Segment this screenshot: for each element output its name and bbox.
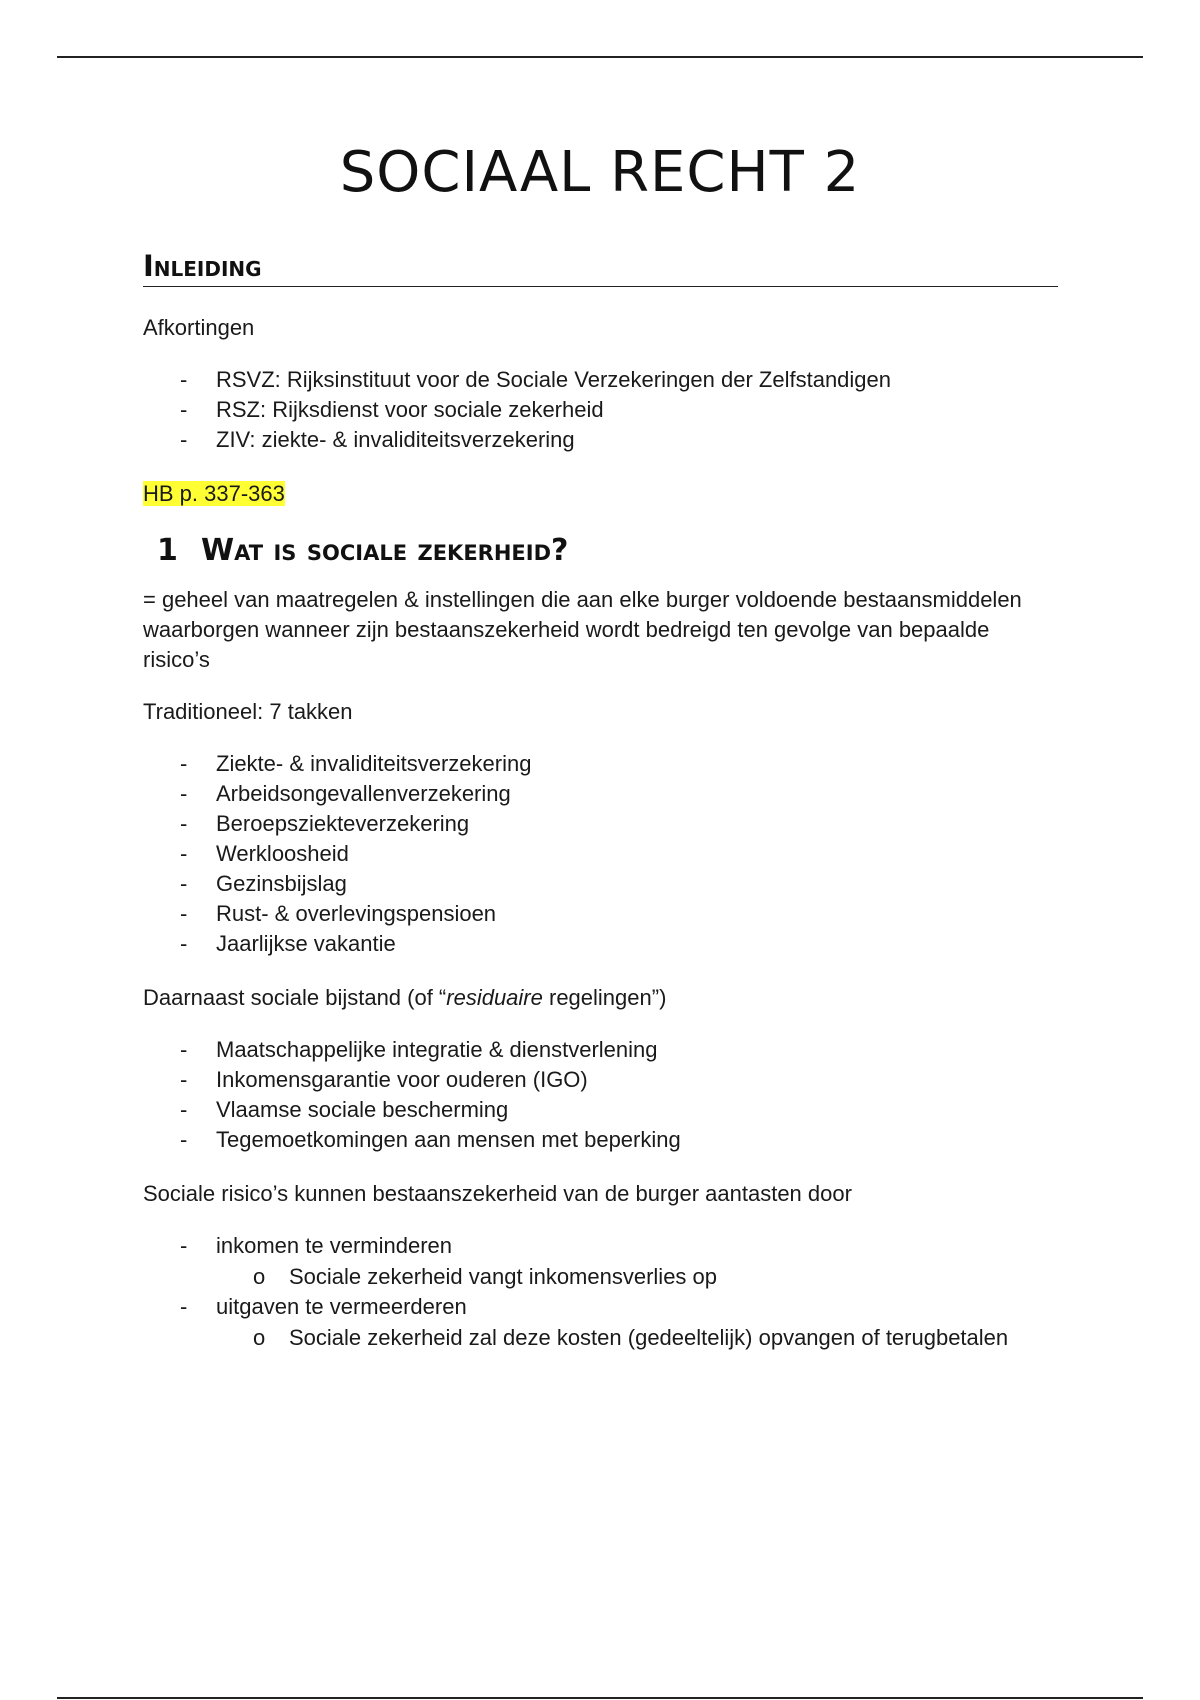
list-item (143, 1035, 1058, 1065)
top-border-line (57, 56, 1143, 58)
circle-bullet: o (253, 1264, 266, 1289)
dash-bullet: - (180, 427, 188, 452)
dash-bullet: - (180, 781, 188, 806)
risicos-label: Sociale risico’s kunnen bestaanszekerheid van de burger aantasten door (143, 1181, 852, 1206)
bijstand-prefix: Daarnaast sociale bijstand (of “ (143, 985, 447, 1010)
list-item-text: inkomen te verminderen (216, 1233, 453, 1258)
definition-paragraph: = geheel van maatregelen & instellingen die aan elke burger voldoende bestaansmiddelen waarborgen wanneer zijn bestaanszekerheid wordt bedreigd ten gevolge van bepaalde risico’s (143, 587, 1022, 672)
sub-list-item (216, 1322, 1058, 1353)
list-item-text: Jaarlijkse vakantie (216, 931, 396, 956)
takken-list (143, 749, 1058, 959)
list-item (143, 1292, 1058, 1353)
bijstand-list (143, 1035, 1058, 1155)
list-item-text: RSVZ: Rijksinstituut voor de Sociale Verzekeringen der Zelfstandigen (216, 367, 892, 392)
reference-paragraph (143, 479, 1058, 509)
list-item-text: Gezinsbijslag (216, 871, 347, 896)
list-item-text: Werkloosheid (216, 841, 349, 866)
list-item (143, 779, 1058, 809)
section-heading-text: Wat is sociale zekerheid? (201, 533, 569, 568)
dash-bullet: - (180, 1294, 188, 1319)
dash-bullet: - (180, 811, 188, 836)
dash-bullet: - (180, 397, 188, 422)
list-item-text: Inkomensgarantie voor ouderen (IGO) (216, 1067, 588, 1092)
list-item (143, 1065, 1058, 1095)
document-body (143, 248, 1058, 1377)
list-item (143, 809, 1058, 839)
list-item-text: Tegemoetkomingen aan mensen met beperking (216, 1127, 681, 1152)
sub-list (216, 1261, 1058, 1292)
list-item-text: Arbeidsongevallenverzekering (216, 781, 511, 806)
list-item-text: Maatschappelijke integratie & dienstverlening (216, 1037, 658, 1062)
takken-label: Traditioneel: 7 takken (143, 699, 353, 724)
list-item-text: ZIV: ziekte- & invaliditeitsverzekering (216, 427, 575, 452)
list-item (143, 1231, 1058, 1292)
list-item-text: uitgaven te vermeerderen (216, 1294, 467, 1319)
dash-bullet: - (180, 367, 188, 392)
list-item-text: Beroepsziekteverzekering (216, 811, 470, 836)
list-item (143, 395, 1058, 425)
list-item (143, 899, 1058, 929)
dash-bullet: - (180, 1233, 188, 1258)
list-item (143, 425, 1058, 455)
section-number: 1 (157, 533, 178, 568)
list-item (143, 839, 1058, 869)
sub-list-item-text: Sociale zekerheid zal deze kosten (gedeeltelijk) opvangen of terugbetalen (289, 1325, 1009, 1350)
risicos-list (143, 1231, 1058, 1353)
dash-bullet: - (180, 901, 188, 926)
dash-bullet: - (180, 1097, 188, 1122)
bottom-border-line (57, 1697, 1143, 1699)
dash-bullet: - (180, 1127, 188, 1152)
bijstand-italic: residuaire (446, 985, 543, 1010)
afkortingen-label: Afkortingen (143, 315, 255, 340)
sub-list (216, 1322, 1058, 1353)
heading-section-1 (157, 531, 1058, 571)
bijstand-suffix: regelingen”) (542, 985, 667, 1010)
list-item (143, 749, 1058, 779)
list-item-text: Vlaamse sociale bescherming (216, 1097, 509, 1122)
list-item-text: Ziekte- & invaliditeitsverzekering (216, 751, 532, 776)
list-item (143, 929, 1058, 959)
dash-bullet: - (180, 1067, 188, 1092)
dash-bullet: - (180, 841, 188, 866)
list-item (143, 365, 1058, 395)
list-item (143, 1095, 1058, 1125)
sub-list-item-text: Sociale zekerheid vangt inkomensverlies op (289, 1264, 718, 1289)
dash-bullet: - (180, 751, 188, 776)
list-item (143, 869, 1058, 899)
list-item (143, 1125, 1058, 1155)
sub-list-item (216, 1261, 1058, 1292)
dash-bullet: - (180, 1037, 188, 1062)
list-item-text: Rust- & overlevingspensioen (216, 901, 497, 926)
bijstand-label (143, 983, 1058, 1013)
afkortingen-list (143, 365, 1058, 455)
list-item-text: RSZ: Rijksdienst voor sociale zekerheid (216, 397, 604, 422)
heading-inleiding: Inleiding (143, 248, 1058, 287)
document-title: SOCIAAL RECHT 2 (339, 140, 861, 205)
highlighted-reference: HB p. 337-363 (143, 481, 285, 506)
dash-bullet: - (180, 871, 188, 896)
dash-bullet: - (180, 931, 188, 956)
circle-bullet: o (253, 1325, 266, 1350)
